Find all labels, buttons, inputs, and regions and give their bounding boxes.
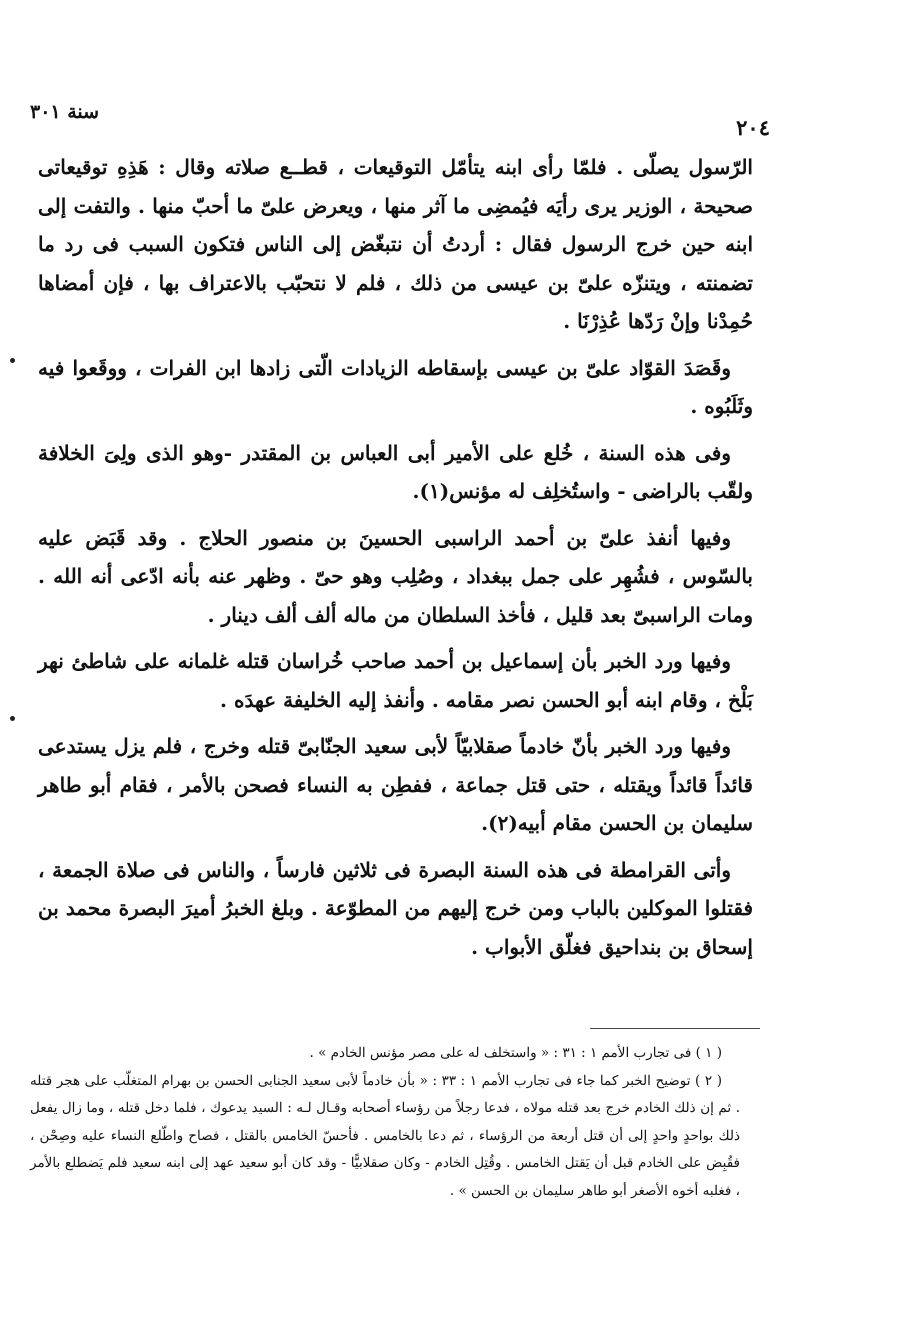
paragraph: وقَصَدَ القوّاد علىّ بن عيسى بإسقاطه الزيادات الّتى زادها ابن الفرات ، ووقَعوا فيه وثَلَبُوه . (38, 355, 753, 418)
paragraph: الرّسول يصلّى . فلمّا رأى ابنه يتأمّل التوقيعات ، قطــع صلاته وقال : هَذِهِ توقيعاتى صحيحة ، الوزير يرى رأيَه فيُمضِى ما آثر منها ، ويعرض علىّ ما أحبّ منها . والتفت إلى ابنه حين خرج الرسول فقال : أردتُ أن نتبغّض إلى الناس فتكون السبب فى رد ما تضمنته ، ويتنزّه علىّ بن عيسى من ذلك ، فلم لا نتحبّب بالاعتراف بها ، فإن أمضاها حُمِدْنا وإنْ رَدّها عُذِرْنَا . (38, 155, 753, 333)
main-text (38, 148, 753, 974)
paragraph: وفيها ورد الخبر بأنّ خادماً صقلابيّاً لأبى سعيد الجنّابىّ قتله وخرج ، فلم يزل يستدعى قائداً قائداً ويقتله ، حتى قتل جماعة ، ففطِن به النساء فصحن بالأمر ، فقام أبو طاهر سليمان بن الحسن مقام أبيه(٢). (38, 734, 753, 835)
footnote: ( ٢ ) توضيح الخبر كما جاء فى تجارب الأمم ١ : ٣٣ : « بأن خادماً لأبى سعيد الجنابى الحسن بن بهرام المتغلّب على هجر قتله . ثم إن ذلك الخادم خرج بعد قتله مولاه ، فدعا رجلاً من رؤساء أصحابه وقـال لـه : السيد يدعوك ، فلما دخل قتله ، وما زال يفعل ذلك بواحدٍ واحدٍ إلى أن قتل أربعة من الرؤساء ، ثم دعا بالخامس . فأحسّ الخامس بالقتل ، فصاح واطّلع النساء عليه وصِحْن ، فقُبِض على الخادم قبل أن يَقتل الخامس . وقُتِل الخادم - وكان صقلابيًّا - وقد كان أبو سعيد عهد إلى ابنه سعيد فلم يَضطلع بالأمر ، فغلبه أخوه الأصغر أبو طاهر سليمان بن الحسن » . (30, 1072, 740, 1199)
margin-mark (10, 716, 15, 721)
paragraph: وأتى القرامطة فى هذه السنة البصرة فى ثلاثين فارساً ، والناس فى صلاة الجمعة ، فقتلوا الموكلين بالباب ومن خرج إليهم من المطوّعة . وبلغ الخبرُ أميرَ البصرة محمد بن إسحاق بن بنداحيق فغلّق الأبواب . (38, 857, 753, 959)
page-header (30, 95, 770, 145)
footnote: ( ١ ) فى تجارب الأمم ١ : ٣١ : « واستخلف له على مصر مؤنس الخادم » . (309, 1045, 722, 1061)
margin-mark (10, 358, 15, 363)
paragraph: وفى هذه السنة ، خُلع على الأمير أبى العباس بن المقتدر -وهو الذى ولِىَ الخلافة ولقّب بالراضى - واستُخلِف له مؤنس(١). (38, 440, 753, 503)
footnotes (30, 1040, 740, 1205)
running-head-year: سنة ٣٠١ (30, 101, 100, 123)
page-number: ٢٠٤ (736, 115, 770, 140)
footnote-separator (590, 1028, 760, 1029)
paragraph: وفيها أنفذ علىّ بن أحمد الراسبى الحسينَ بن منصور الحلاج . وقد قَبَض عليه بالسّوس ، فشُهِر على جمل ببغداد ، وصُلِب وهو حىّ . وظهر عنه بأنه ادّعى أنه الله . ومات الراسبىّ بعد قليل ، فأخذ السلطان من ماله ألف ألف دينار . (38, 525, 753, 627)
paragraph: وفيها ورد الخبر بأن إسماعيل بن أحمد صاحب خُراسان قتله غلمانه على شاطئ نهر بَلْخ ، وقام ابنه أبو الحسن نصر مقامه . وأنفذ إليه الخليفة عهدَه . (38, 649, 753, 712)
